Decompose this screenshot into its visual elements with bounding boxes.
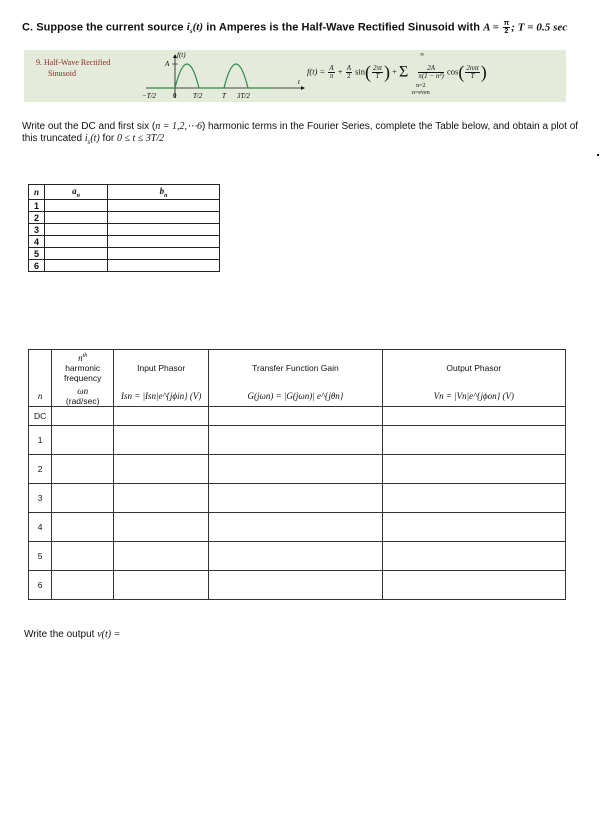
harm-header-output-formula: Vn = |Vn|e^{jϕon} (V) [382,386,565,407]
b3-cell[interactable] [108,224,220,236]
sum-lower-limit: n=2 n=even [412,83,430,96]
harm-header-gain-formula: G(jωn) = |G(jωn)| e^{jθn} [209,386,382,407]
heading-prefix: C. Suppose the current source [22,21,187,34]
table-row: 5 [29,542,566,571]
output-prompt: Write the output v(t) = [24,629,121,640]
plot-A-label: A [165,60,170,68]
banner-title [36,57,110,79]
plot-f-label: f(t) [177,52,186,59]
output-5-cell[interactable] [382,542,565,571]
sum-upper-limit: ∞ [420,52,425,58]
tick-T2: T/2 [193,92,203,100]
table-row: 4 [29,513,566,542]
plot-t-label: t [298,78,300,86]
b1-cell[interactable] [108,200,220,212]
sigma-icon: Σ [399,63,409,81]
coef-header-a: $a_n$ [45,185,108,200]
output-4-cell[interactable] [382,513,565,542]
table-row: 1 [29,200,220,212]
table-row: 3 [29,484,566,513]
omega-5-cell[interactable] [52,542,114,571]
t-range: 0 ≤ t ≤ 3T/2 [117,133,165,144]
b5-cell[interactable] [108,248,220,260]
formula-cos-arg: $\frac{\text{2nπt}}{T}$ [466,64,479,80]
harm-header-input: Input Phasor [114,350,209,387]
a5-cell[interactable] [45,248,108,260]
harm-header-input-formula: Isn = |Isn|e^{jϕin} (V) [114,386,209,407]
output-3-cell[interactable] [382,484,565,513]
heading-is: $i_s(t)$ [186,21,204,36]
table-row: DC [29,407,566,426]
a6-cell[interactable] [45,260,108,272]
tick-T: T [222,92,226,100]
harm-header-output: Output Phasor [382,350,565,387]
heading-A-eq: A = [483,21,502,34]
omega-2-cell[interactable] [52,455,114,484]
stray-mark [597,154,599,156]
gain-2-cell[interactable] [209,455,382,484]
a3-cell[interactable] [45,224,108,236]
input-1-cell[interactable] [114,426,209,455]
output-2-cell[interactable] [382,455,565,484]
input-2-cell[interactable] [114,455,209,484]
heading-T-eq: ; T = 0.5 sec [511,21,568,34]
output-v-symbol: v(t) = [97,629,121,640]
gain-4-cell[interactable] [209,513,382,542]
harm-header-frequency: $n^{th}$ harmonic frequency [52,350,114,387]
harmonic-table [28,349,566,600]
banner-title-line1: 9. Half-Wave Rectified [36,58,111,67]
gain-dc-cell[interactable] [209,407,382,426]
formula-plus2: + [389,66,400,77]
gain-3-cell[interactable] [209,484,382,513]
input-dc-cell[interactable] [114,407,209,426]
b4-cell[interactable] [108,236,220,248]
formula-plus1: + [335,66,345,77]
gain-6-cell[interactable] [209,571,382,600]
table-row: 2 [29,212,220,224]
table-row: 1 [29,426,566,455]
formula-term1: $\frac{A}{\pi}$ [329,64,334,80]
harm-header-row2 [29,386,566,407]
heading-mid: in Amperes is the Half-Wave Rectified Sinusoid with [203,21,484,34]
omega-1-cell[interactable] [52,426,114,455]
tick-minus-T2: −T/2 [142,92,157,100]
omega-6-cell[interactable] [52,571,114,600]
instructions: Write out the DC and first six (n = 1,2,⋯6) harmonic terms in the Fourier Series, complete the Table below, and obtain a plot of this truncated $i_s(t)$ for 0 ≤ t ≤ 3T/2 [22,121,579,146]
formula-sin-arg: $\frac{2\pi t}{T}$ [373,64,382,80]
input-4-cell[interactable] [114,513,209,542]
is-symbol: $i_s(t)$ [84,133,100,146]
table-row: 2 [29,455,566,484]
output-6-cell[interactable] [382,571,565,600]
table-row: 6 [29,260,220,272]
formula-term3: $\frac{2A}{\text{π(1 − n²)}}$ [418,64,444,80]
b2-cell[interactable] [108,212,220,224]
formula-lhs: f(t) = [307,66,328,77]
omega-4-cell[interactable] [52,513,114,542]
tick-0: 0 [173,92,177,100]
input-3-cell[interactable] [114,484,209,513]
half-wave-plot [136,52,306,100]
b6-cell[interactable] [108,260,220,272]
harm-header-gain: Transfer Function Gain [209,350,382,387]
a1-cell[interactable] [45,200,108,212]
table-row: 3 [29,224,220,236]
output-dc-cell[interactable] [382,407,565,426]
output-1-cell[interactable] [382,426,565,455]
coef-header-row [29,185,220,200]
input-6-cell[interactable] [114,571,209,600]
table-row: 4 [29,236,220,248]
omega-3-cell[interactable] [52,484,114,513]
input-5-cell[interactable] [114,542,209,571]
omega-dc-cell[interactable] [52,407,114,426]
coefficient-table [28,184,220,272]
fourier-formula: f(t) = $\frac{A}{\pi}$ + $\frac{A}{2}$ sin( $\frac{2\pi t}{T}$ ) + Σ $\frac{2A}{\text{π(1 − n²)}}$ cos( $\frac{\text{2nπt}}{T}$ ) [307,62,487,82]
harm-header-row1 [29,350,566,387]
heading-A-frac: $\frac{\pi}{2}$ [503,20,510,35]
coef-header-b: $b_n$ [108,185,220,200]
gain-1-cell[interactable] [209,426,382,455]
tick-3T2: 3T/2 [237,92,250,100]
harm-header-omega: ωn (rad/sec) [52,386,114,407]
formula-sin: sin [352,66,366,77]
formula-cos: cos [444,66,459,77]
banner-title-line2: Sinusoid [48,69,77,78]
formula-banner [24,50,566,102]
a2-cell[interactable] [45,212,108,224]
n-range: n = 1,2,⋯6 [155,121,202,132]
coef-header-n: n [29,185,45,200]
t-axis-arrow-icon [301,86,305,90]
problem-heading [22,20,567,36]
table-row: 6 [29,571,566,600]
harm-header-n: n [29,386,52,407]
gain-5-cell[interactable] [209,542,382,571]
a4-cell[interactable] [45,236,108,248]
formula-term2: $\frac{A}{2}$ [346,64,351,80]
table-row: 5 [29,248,220,260]
